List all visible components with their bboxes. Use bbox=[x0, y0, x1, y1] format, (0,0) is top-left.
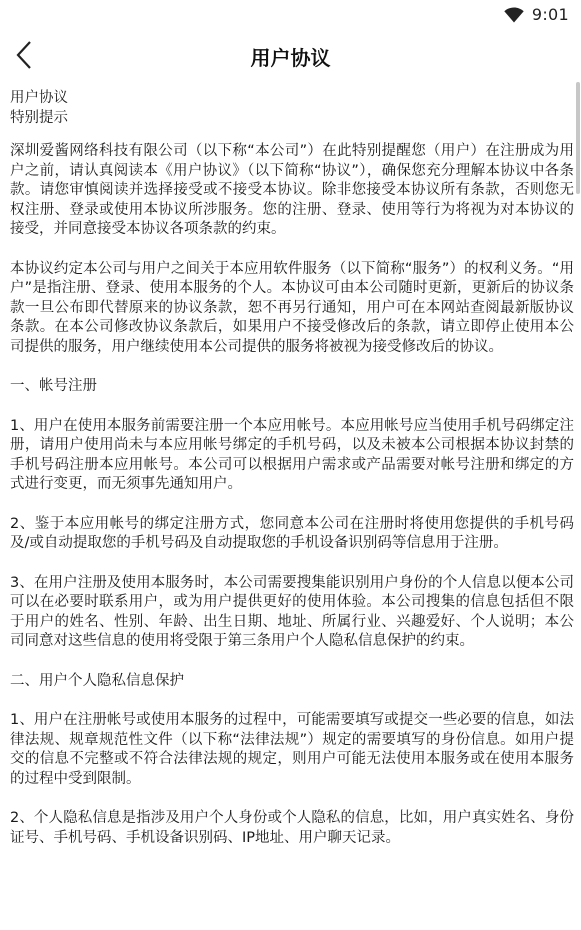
paragraph-account-3: 3、在用户注册及使用本服务时，本公司需要搜集能识别用户身份的个人信息以便本公司可以在必要时联系用户，或为用户提供更好的使用体验。本公司搜集的信息包括但不限于用户的姓名、性别、年龄、出生日期、地址、所属行业、兴趣爱好、个人说明；本公司同意对这些信息的使用将受限于第三条用户个人隐私信息保护的约束。 bbox=[10, 574, 574, 649]
status-bar bbox=[0, 0, 581, 30]
paragraph-privacy-1: 1、用户在注册帐号或使用本服务的过程中，可能需要填写或提交一些必要的信息，如法律法规、规章规范性文件（以下称“法律法规”）规定的需要填写的身份信息。如用户提交的信息不完整或不符合法律法规的规定，则用户可能无法使用本服务或在使用本服务的过程中受到限制。 bbox=[10, 712, 574, 787]
doc-heading-title: 用户协议 bbox=[10, 90, 68, 106]
paragraph-scope: 本协议约定本公司与用户之间关于本应用软件服务（以下简称“服务”）的权利义务。“用户”是指注册、登录、使用本服务的个人。本协议可由本公司随时更新，更新后的协议条款一旦公布即代替原来的协议条款，恕不再另行通知，用户可在本网站查阅最新版协议条款。在本公司修改协议条款后，如果用户不接受修改后的条款，请立即停止使用本公司提供的服务，用户继续使用本公司提供的服务将被视为接受修改后的协议。 bbox=[10, 260, 574, 355]
nav-bar bbox=[0, 30, 581, 80]
paragraph-account-1: 1、用户在使用本服务前需要注册一个本应用帐号。本应用帐号应当使用手机号码绑定注册，请用户使用尚未与本应用帐号绑定的手机号码，以及未被本公司根据本协议封禁的手机号码注册本应用帐号。本公司可以根据用户需求或产品需要对帐号注册和绑定的方式进行变更，而无须事先通知用户。 bbox=[10, 417, 574, 492]
page-title: 用户协议 bbox=[250, 46, 331, 70]
paragraph-account-2: 2、鉴于本应用帐号的绑定注册方式，您同意本公司在注册时将使用您提供的手机号码及/或自动提取您的手机号码及自动提取您的手机设备识别码等信息用于注册。 bbox=[10, 515, 574, 551]
paragraph-intro: 深圳爱酱网络科技有限公司（以下称“本公司”）在此特别提醒您（用户）在注册成为用户之前，请认真阅读本《用户协议》（以下简称“协议”），确保您充分理解本协议中各条款。请您审慎阅读并选择接受或不接受本协议。除非您接受本协议所有条款，否则您无权注册、登录或使用本协议所涉服务。您的注册、登录、使用等行为将视为对本协议的接受，并同意接受本协议各项条款的约束。 bbox=[10, 143, 574, 237]
section-heading-account: 一、帐号注册 bbox=[10, 378, 97, 394]
agreement-document bbox=[10, 89, 574, 848]
status-time: 9:01 bbox=[531, 5, 569, 24]
doc-heading-notice: 特别提示 bbox=[10, 109, 68, 126]
paragraph-privacy-2: 2、个人隐私信息是指涉及用户个人身份或个人隐私的信息，比如，用户真实姓名、身份证号、手机号码、手机设备识别码、IP地址、用户聊天记录。 bbox=[10, 810, 574, 846]
scrollbar-thumb[interactable] bbox=[576, 82, 580, 194]
status-indicators bbox=[504, 5, 569, 24]
section-heading-privacy: 二、用户个人隐私信息保护 bbox=[10, 672, 184, 689]
agreement-content[interactable] bbox=[0, 80, 581, 930]
scrollbar[interactable] bbox=[576, 80, 581, 930]
wifi-icon bbox=[504, 7, 524, 23]
